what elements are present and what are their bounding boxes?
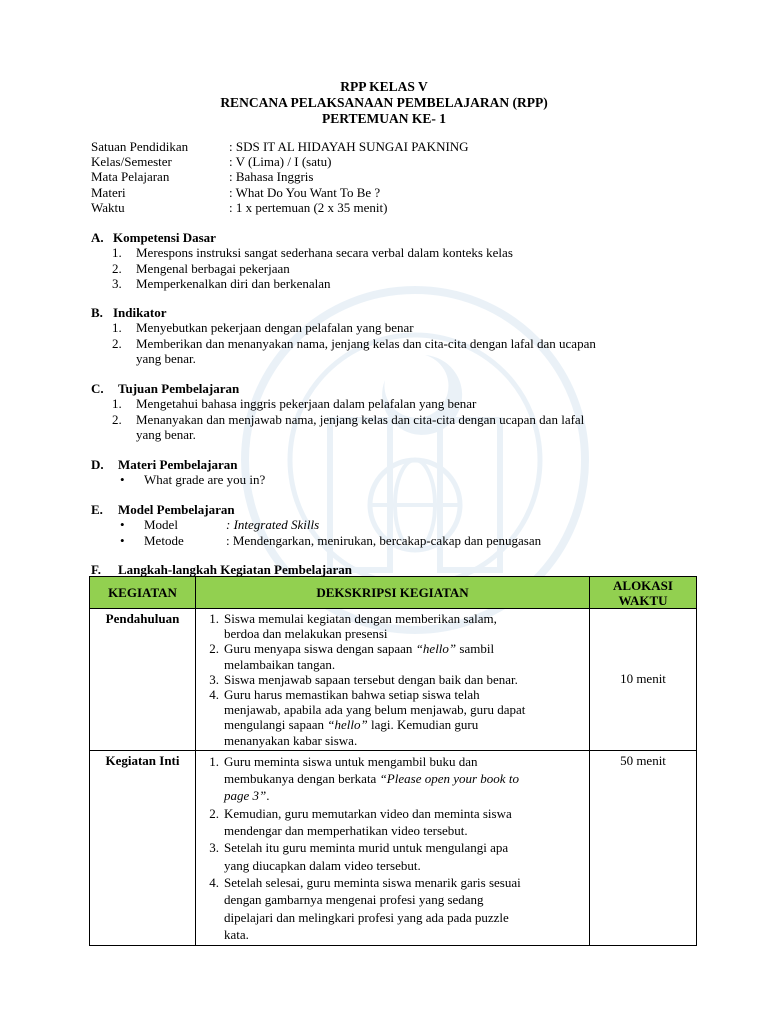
info-value: : SDS IT AL HIDAYAH SUNGAI PAKNING	[229, 139, 469, 154]
section-heading	[91, 457, 681, 472]
kegiatan-cell: Kegiatan Inti	[90, 750, 196, 945]
info-row	[91, 185, 469, 200]
info-value: : V (Lima) / I (satu)	[229, 154, 332, 170]
document-title	[0, 79, 768, 127]
kegiatan-table	[89, 576, 697, 946]
activity-item	[196, 753, 585, 805]
section-langkah-kegiatan	[91, 562, 681, 577]
section-letter: D.	[91, 457, 104, 472]
item-number: 4.	[209, 874, 219, 890]
list-item-text: Merespons instruksi sangat sederhana secara verbal dalam konteks kelas	[136, 245, 513, 261]
section-letter: E.	[91, 502, 103, 517]
list-item-text: Memberikan dan menanyakan nama, jenjang kelas dan cita-cita dengan lafal dan ucapan	[136, 335, 596, 351]
item-text: Setelah itu guru meminta murid untuk mengulangi apa	[224, 840, 509, 856]
item-text: Siswa menjawab sapaan tersebut dengan baik dan benar.	[224, 671, 518, 687]
section-heading	[91, 381, 681, 396]
item-text: menanyakan kabar siswa.	[224, 732, 358, 748]
item-text: Guru menyapa siswa dengan sapaan	[224, 641, 416, 657]
info-label: Kelas/Semester	[91, 154, 172, 170]
item-text: dipelajari dan melingkari profesi yang ada pada puzzle	[224, 909, 509, 925]
item-text: lagi. Kemudian guru	[367, 717, 479, 733]
list-item: 3. Memperkenalkan diri dan berkenalan	[112, 275, 331, 291]
info-row	[91, 139, 469, 154]
item-text: yang diucapkan dalam video tersebut.	[224, 857, 421, 873]
section-model-pembelajaran	[91, 502, 681, 548]
table-row	[90, 750, 697, 945]
header-alokasi-line2: WAKTU	[618, 592, 668, 608]
activity-item	[196, 641, 585, 671]
waktu-cell: 10 menit	[590, 609, 697, 751]
list-item	[120, 472, 681, 487]
bullet-icon: •	[120, 472, 125, 488]
item-quote: “hello”	[327, 717, 368, 733]
item-text: sambil	[456, 641, 495, 657]
metode-value: : Mendengarkan, menirukan, bercakap-cakap dan penugasan	[226, 532, 542, 548]
kegiatan-cell: Pendahuluan	[90, 609, 196, 751]
section-title: Model Pembelajaran	[118, 502, 235, 517]
bullet-icon: •	[120, 517, 125, 533]
title-line-2: RENCANA PELAKSANAAN PEMBELAJARAN (RPP)	[220, 95, 548, 110]
info-label: Materi	[91, 184, 126, 200]
item-text: membukanya dengan berkata	[224, 771, 380, 787]
bullet-icon: •	[120, 532, 125, 548]
item-text: Siswa memulai kegiatan dengan memberikan salam,	[224, 611, 497, 626]
model-label: Model	[144, 517, 178, 533]
table-header-row	[90, 577, 697, 609]
info-label: Mata Pelajaran	[91, 169, 170, 185]
list-item-text: What grade are you in?	[144, 472, 266, 488]
list-item-text: Memperkenalkan diri dan berkenalan	[136, 275, 331, 291]
info-label: Waktu	[91, 199, 125, 215]
deskripsi-cell	[196, 750, 590, 945]
list-item-text: yang benar.	[136, 350, 196, 366]
item-number: 4.	[209, 687, 219, 703]
item-text: kata.	[224, 926, 249, 942]
list-item-text: Mengetahui bahasa inggris pekerjaan dalam pelafalan yang benar	[136, 396, 477, 412]
section-kompetensi-dasar	[91, 230, 681, 291]
header-alokasi-line1: ALOKASI	[613, 577, 673, 593]
item-number: 3.	[209, 671, 219, 687]
item-text: Guru meminta siswa untuk mengambil buku dan	[224, 753, 478, 769]
section-heading	[91, 230, 681, 245]
section-title: Langkah-langkah Kegiatan Pembelajaran	[118, 562, 353, 577]
identity-info	[91, 139, 469, 215]
section-tujuan-pembelajaran	[91, 381, 681, 442]
activity-item	[196, 611, 585, 641]
item-text: .	[266, 788, 270, 804]
list-item: 1. Menyebutkan pekerjaan dengan pelafalan yang benar	[112, 320, 414, 336]
item-number: 2.	[209, 641, 219, 657]
item-text: melambaikan tangan.	[224, 656, 336, 672]
info-row	[91, 154, 469, 169]
item-text: menjawab, apabila ada yang belum menjawab, guru dapat	[224, 702, 526, 718]
activity-item	[196, 839, 585, 874]
section-heading	[91, 502, 681, 517]
item-text: Kemudian, guru memutarkan video dan meminta siswa	[224, 805, 512, 821]
section-heading	[91, 562, 681, 577]
section-letter: B.	[91, 305, 103, 320]
model-value: : Integrated Skills	[226, 517, 320, 533]
header-deskripsi: DEKSKRIPSI KEGIATAN	[196, 577, 590, 609]
list-item	[120, 517, 681, 532]
list-item: 1. Merespons instruksi sangat sederhana secara verbal dalam konteks kelas	[112, 245, 513, 261]
info-row	[91, 169, 469, 184]
title-line-1: RPP KELAS V	[340, 79, 428, 94]
activity-item	[196, 687, 585, 748]
item-text: Guru harus memastikan bahwa setiap siswa telah	[224, 687, 480, 703]
waktu-cell: 50 menit	[590, 750, 697, 945]
header-alokasi	[590, 577, 697, 609]
list-item: 2. Mengenal berbagai pekerjaan	[112, 260, 290, 276]
item-quote: page 3”	[224, 788, 267, 804]
list-item-text: yang benar.	[136, 426, 196, 442]
section-title: Indikator	[113, 305, 167, 320]
item-text: mendengar dan memperhatikan video tersebut.	[224, 823, 468, 839]
list-item-text: Menanyakan dan menjawab nama, jenjang kelas dan cita-cita dengan ucapan dan lafal	[136, 411, 585, 427]
info-value: : What Do You Want To Be ?	[229, 184, 381, 200]
item-text: Setelah selesai, guru meminta siswa menarik garis sesuai	[224, 874, 521, 890]
item-text: dengan gambarnya mengenai profesi yang sedang	[224, 892, 484, 908]
title-line-3: PERTEMUAN KE- 1	[321, 111, 447, 126]
list-item-text: Menyebutkan pekerjaan dengan pelafalan yang benar	[136, 320, 414, 336]
activity-item	[196, 874, 585, 943]
list-item-text: Mengenal berbagai pekerjaan	[136, 260, 290, 276]
item-number: 1.	[209, 611, 219, 626]
info-label: Satuan Pendidikan	[91, 139, 189, 154]
section-materi-pembelajaran	[91, 457, 681, 488]
list-item: 2. Menanyakan dan menjawab nama, jenjang kelas dan cita-cita dengan ucapan dan lafal yang benar.	[112, 411, 585, 442]
section-title: Tujuan Pembelajaran	[118, 381, 240, 396]
info-row	[91, 200, 469, 215]
deskripsi-cell	[196, 609, 590, 751]
section-title: Kompetensi Dasar	[113, 230, 216, 245]
section-letter: F.	[91, 562, 101, 577]
item-text: berdoa dan melakukan presensi	[224, 626, 388, 642]
item-number: 1.	[209, 753, 219, 769]
section-indikator	[91, 305, 681, 366]
section-letter: C.	[91, 381, 104, 396]
item-quote: “hello”	[415, 641, 457, 657]
activity-item	[196, 672, 585, 687]
section-heading	[91, 305, 681, 320]
item-number: 3.	[209, 840, 219, 856]
list-item: 1. Mengetahui bahasa inggris pekerjaan dalam pelafalan yang benar	[112, 396, 477, 412]
item-quote: “Please open your book to	[379, 771, 519, 787]
info-value: : Bahasa Inggris	[229, 169, 314, 185]
section-letter: A.	[91, 230, 104, 245]
header-kegiatan: KEGIATAN	[90, 577, 196, 609]
info-value: : 1 x pertemuan (2 x 35 menit)	[229, 199, 388, 215]
activity-item	[196, 805, 585, 840]
item-number: 2.	[209, 805, 219, 821]
list-item	[120, 533, 681, 548]
metode-label: Metode	[144, 532, 184, 548]
section-title: Materi Pembelajaran	[118, 457, 238, 472]
table-row	[90, 609, 697, 751]
item-text: mengulangi sapaan	[224, 717, 328, 733]
list-item: 2. Memberikan dan menanyakan nama, jenjang kelas dan cita-cita dengan lafal dan ucapan yang benar.	[112, 335, 596, 366]
